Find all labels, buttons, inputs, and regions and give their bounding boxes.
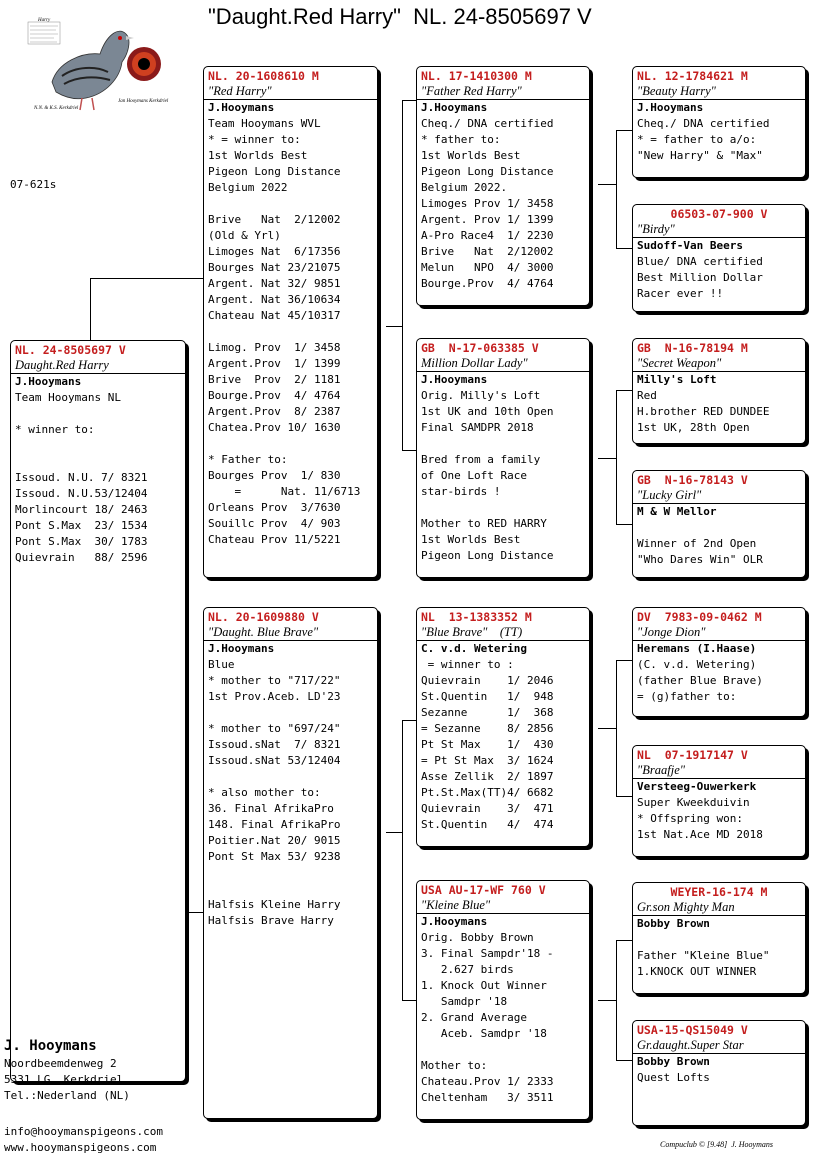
ring-number: USA AU-17-WF 760 V bbox=[421, 883, 546, 897]
info-line: Chateau Prov 11/5221 bbox=[208, 533, 341, 546]
info-line: * father to: bbox=[421, 133, 501, 146]
info-line: Super Kweekduivin bbox=[637, 796, 750, 809]
info-line: Quievrain 1/ 2046 bbox=[421, 674, 554, 687]
pigeon-name: "Birdy" bbox=[633, 222, 805, 238]
logo-caption-owner: Jan Hooymans Kerkdriel bbox=[118, 99, 169, 104]
info-line: = (g)father to: bbox=[637, 690, 737, 703]
pigeon-name: "Red Harry" bbox=[204, 84, 377, 100]
owner-block bbox=[4, 1036, 130, 1104]
ring-number: GB N-16-78194 M bbox=[637, 341, 748, 355]
info-line: Belgium 2022 bbox=[208, 181, 288, 194]
info-line: 2.627 birds bbox=[421, 963, 514, 976]
info-line: Mother to RED HARRY bbox=[421, 517, 547, 530]
info-line: Issoud.sNat 53/12404 bbox=[208, 754, 341, 767]
info-line: Bourge.Prov 4/ 4764 bbox=[421, 277, 554, 290]
info-line: Cheq./ DNA certified bbox=[421, 117, 554, 130]
breeder: Bobby Brown bbox=[637, 1055, 710, 1068]
info-lines bbox=[417, 116, 589, 292]
info-line: 1.KNOCK OUT WINNER bbox=[637, 965, 757, 978]
pigeon-name: "Jonge Dion" bbox=[633, 625, 805, 641]
info-line: Red bbox=[637, 389, 657, 402]
info-line: 1st UK, 28th Open bbox=[637, 421, 750, 434]
breeder: Sudoff-Van Beers bbox=[637, 239, 743, 252]
info-line: Sezanne 1/ 368 bbox=[421, 706, 554, 719]
info-line: H.brother RED DUNDEE bbox=[637, 405, 770, 418]
card-subject bbox=[10, 340, 186, 1082]
info-line: Chateau.Prov 1/ 2333 bbox=[421, 1075, 554, 1088]
info-line: Blue/ DNA certified bbox=[637, 255, 763, 268]
breeder: J.Hooymans bbox=[421, 915, 488, 928]
info-line: Issoud. N.U. 7/ 8321 bbox=[15, 471, 148, 484]
info-lines bbox=[417, 930, 589, 1106]
pedigree-code: 07-621s bbox=[10, 178, 57, 191]
info-line: Argent.Prov 1/ 1399 bbox=[208, 357, 341, 370]
info-line: 2. Grand Average bbox=[421, 1011, 527, 1024]
info-line: Pigeon Long Distance bbox=[421, 549, 554, 562]
pigeon-name: Gr.son Mighty Man bbox=[633, 900, 805, 916]
ring-number: NL. 24-8505697 V bbox=[15, 343, 126, 357]
info-line: = Sezanne 8/ 2856 bbox=[421, 722, 554, 735]
pigeon-name: "Daught. Blue Brave" bbox=[204, 625, 377, 641]
info-line: Halfsis Brave Harry bbox=[208, 914, 334, 927]
info-line: * also mother to: bbox=[208, 786, 321, 799]
info-line: = winner to : bbox=[421, 658, 514, 671]
logo-photo-label: N.N. & K.S. Kerkdriel bbox=[34, 106, 79, 111]
info-line: of One Loft Race bbox=[421, 469, 527, 482]
info-lines bbox=[633, 795, 805, 843]
info-line: Halfsis Kleine Harry bbox=[208, 898, 341, 911]
info-line bbox=[208, 196, 373, 212]
info-line bbox=[421, 500, 585, 516]
info-lines bbox=[204, 116, 377, 548]
info-lines bbox=[633, 657, 805, 705]
ring-number: GB N-16-78143 V bbox=[637, 473, 748, 487]
info-line: 36. Final AfrikaPro bbox=[208, 802, 334, 815]
info-line: Orig. Milly's Loft bbox=[421, 389, 541, 402]
breeder: J.Hooymans bbox=[208, 101, 275, 114]
info-line: * = winner to: bbox=[208, 133, 301, 146]
info-line: 1st Prov.Aceb. LD'23 bbox=[208, 690, 341, 703]
pigeon-name: Daught.Red Harry bbox=[11, 358, 185, 374]
info-lines bbox=[633, 520, 805, 568]
page-title: "Daught.Red Harry" NL. 24-8505697 V bbox=[208, 4, 592, 29]
info-line: Belgium 2022. bbox=[421, 181, 508, 194]
card-ddd bbox=[632, 1020, 806, 1126]
ring-number: WEYER-16-174 M bbox=[670, 885, 768, 899]
pigeon-name: "Beauty Harry" bbox=[633, 84, 805, 100]
info-line: Limog. Prov 1/ 3458 bbox=[208, 341, 341, 354]
breeder: M & W Mellor bbox=[637, 505, 717, 518]
info-line: Poitier.Nat 20/ 9015 bbox=[208, 834, 341, 847]
info-line: Aceb. Samdpr '18 bbox=[421, 1027, 547, 1040]
info-line: Argent.Prov 8/ 2387 bbox=[208, 405, 341, 418]
info-lines bbox=[417, 388, 589, 564]
info-line: Brive Nat 2/12002 bbox=[421, 245, 554, 258]
card-sire bbox=[203, 66, 378, 578]
breeder: Versteeg-Ouwerkerk bbox=[637, 780, 757, 793]
info-line bbox=[15, 438, 181, 454]
info-line: Argent. Prov 1/ 1399 bbox=[421, 213, 554, 226]
card-dsd bbox=[632, 745, 806, 857]
info-line: * Father to: bbox=[208, 453, 288, 466]
eye-icon bbox=[127, 47, 161, 81]
address-line: Tel.:Nederland (NL) bbox=[4, 1089, 130, 1102]
ring-number: NL. 17-1410300 M bbox=[421, 69, 532, 83]
info-line: Quest Lofts bbox=[637, 1071, 710, 1084]
info-line: Chatea.Prov 10/ 1630 bbox=[208, 421, 341, 434]
card-sss bbox=[632, 66, 806, 178]
pigeon-name: "Lucky Girl" bbox=[633, 488, 805, 504]
info-line bbox=[15, 454, 181, 470]
info-line: Brive Nat 2/12002 bbox=[208, 213, 341, 226]
info-line: = Nat. 11/6713 bbox=[208, 485, 361, 498]
info-line: Winner of 2nd Open bbox=[637, 537, 757, 550]
card-sdd bbox=[632, 470, 806, 578]
info-line: 1. Knock Out Winner bbox=[421, 979, 547, 992]
info-line: Pont S.Max 23/ 1534 bbox=[15, 519, 148, 532]
info-line bbox=[208, 881, 373, 897]
info-line: Best Million Dollar bbox=[637, 271, 763, 284]
info-line: Argent. Nat 36/10634 bbox=[208, 293, 341, 306]
ring-number: NL 07-1917147 V bbox=[637, 748, 748, 762]
address-line: 5331 LG Kerkdriel bbox=[4, 1073, 124, 1086]
breeder: J.Hooymans bbox=[208, 642, 275, 655]
breeder: C. v.d. Wetering bbox=[421, 642, 527, 655]
pigeon-name: Gr.daught.Super Star bbox=[633, 1038, 805, 1054]
info-line: "Who Dares Win" OLR bbox=[637, 553, 763, 566]
info-line: Issoud. N.U.53/12404 bbox=[15, 487, 148, 500]
ring-number: DV 7983-09-0462 M bbox=[637, 610, 762, 624]
info-line: Asse Zellik 2/ 1897 bbox=[421, 770, 554, 783]
info-line: Racer ever !! bbox=[637, 287, 724, 300]
breeder: Heremans (I.Haase) bbox=[637, 642, 757, 655]
info-line: Issoud.sNat 7/ 8321 bbox=[208, 738, 341, 751]
info-line: * winner to: bbox=[15, 423, 95, 436]
info-line: "New Harry" & "Max" bbox=[637, 149, 763, 162]
info-line bbox=[421, 1042, 585, 1058]
ring-number: 06503-07-900 V bbox=[670, 207, 768, 221]
info-line: Pont St Max 53/ 9238 bbox=[208, 850, 341, 863]
info-lines bbox=[633, 116, 805, 164]
info-line: * Offspring won: bbox=[637, 812, 743, 825]
info-line: Limoges Prov 1/ 3458 bbox=[421, 197, 554, 210]
ring-number: USA-15-QS15049 V bbox=[637, 1023, 748, 1037]
info-line: = Pt St Max 3/ 1624 bbox=[421, 754, 554, 767]
card-dam bbox=[203, 607, 378, 1119]
contact-block bbox=[4, 1124, 163, 1156]
info-lines bbox=[417, 657, 589, 833]
info-line: Cheltenham 3/ 3511 bbox=[421, 1091, 554, 1104]
info-line: Bourges Prov 1/ 830 bbox=[208, 469, 341, 482]
info-line: (Old & Yrl) bbox=[208, 229, 281, 242]
info-lines bbox=[11, 390, 185, 566]
info-line bbox=[421, 436, 585, 452]
breeder: J.Hooymans bbox=[421, 373, 488, 386]
info-line: Quievrain 88/ 2596 bbox=[15, 551, 148, 564]
ring-number: NL. 20-1608610 M bbox=[208, 69, 319, 83]
card-dam-dam bbox=[416, 880, 590, 1120]
pedigree-mini-icon bbox=[28, 22, 60, 44]
info-line: (C. v.d. Wetering) bbox=[637, 658, 757, 671]
info-line: St.Quentin 1/ 948 bbox=[421, 690, 554, 703]
ring-number: NL 13-1383352 M bbox=[421, 610, 532, 624]
owner-name: J. Hooymans bbox=[4, 1038, 97, 1054]
pigeon-name: "Blue Brave" (TT) bbox=[417, 625, 589, 641]
info-line: (father Blue Brave) bbox=[637, 674, 763, 687]
info-line: Brive Prov 2/ 1181 bbox=[208, 373, 341, 386]
info-line: 1st Worlds Best bbox=[421, 533, 521, 546]
info-line: Samdpr '18 bbox=[421, 995, 508, 1008]
info-line bbox=[208, 436, 373, 452]
card-dss bbox=[632, 607, 806, 717]
info-line: Melun NPO 4/ 3000 bbox=[421, 261, 554, 274]
info-line: Bourge.Prov 4/ 4764 bbox=[208, 389, 341, 402]
info-line bbox=[208, 769, 373, 785]
info-line: Chateau Nat 45/10317 bbox=[208, 309, 341, 322]
info-line: Souillc Prov 4/ 903 bbox=[208, 517, 341, 530]
ring-number: NL. 12-1784621 M bbox=[637, 69, 748, 83]
info-line: Pigeon Long Distance bbox=[421, 165, 554, 178]
footer-credit: Compuclub © [9.48] J. Hooymans bbox=[660, 1140, 773, 1149]
info-lines bbox=[633, 932, 805, 980]
info-line: 148. Final AfrikaPro bbox=[208, 818, 341, 831]
info-line: Bourges Nat 23/21075 bbox=[208, 261, 341, 274]
breeder: Bobby Brown bbox=[637, 917, 710, 930]
info-line bbox=[208, 324, 373, 340]
info-lines bbox=[633, 1070, 805, 1086]
info-line bbox=[15, 406, 181, 422]
pigeon-name: Million Dollar Lady" bbox=[417, 356, 589, 372]
card-sire-dam bbox=[416, 338, 590, 578]
info-line: Mother to: bbox=[421, 1059, 488, 1072]
info-line: Orig. Bobby Brown bbox=[421, 931, 534, 944]
card-sds bbox=[632, 338, 806, 444]
info-line: Morlincourt 18/ 2463 bbox=[15, 503, 148, 516]
email-link[interactable]: info@hooymanspigeons.com bbox=[4, 1125, 163, 1138]
breeder: Milly's Loft bbox=[637, 373, 717, 386]
info-line: * mother to "717/22" bbox=[208, 674, 341, 687]
pigeon-name: "Braafje" bbox=[633, 763, 805, 779]
breeder: J.Hooymans bbox=[637, 101, 704, 114]
breeder: J.Hooymans bbox=[15, 375, 82, 388]
info-line: Pont S.Max 30/ 1783 bbox=[15, 535, 148, 548]
card-ssd bbox=[632, 204, 806, 312]
info-line bbox=[637, 520, 801, 536]
pigeon-name: "Kleine Blue" bbox=[417, 898, 589, 914]
info-line: 1st Nat.Ace MD 2018 bbox=[637, 828, 763, 841]
info-line: Pt St Max 1/ 430 bbox=[421, 738, 554, 751]
info-line: Orleans Prov 3/7630 bbox=[208, 501, 341, 514]
info-line: 1st Worlds Best bbox=[208, 149, 308, 162]
info-lines bbox=[633, 254, 805, 302]
info-line: St.Quentin 4/ 474 bbox=[421, 818, 554, 831]
card-sire-sire bbox=[416, 66, 590, 306]
ring-number: NL. 20-1609880 V bbox=[208, 610, 319, 624]
info-lines bbox=[204, 657, 377, 929]
ring-number: GB N-17-063385 V bbox=[421, 341, 539, 355]
info-line: 1st UK and 10th Open bbox=[421, 405, 554, 418]
info-line: Team Hooymans WVL bbox=[208, 117, 321, 130]
website-link[interactable]: www.hooymanspigeons.com bbox=[4, 1141, 157, 1154]
info-line: Argent. Nat 32/ 9851 bbox=[208, 277, 341, 290]
breeder: J.Hooymans bbox=[421, 101, 488, 114]
info-lines bbox=[633, 388, 805, 436]
info-line: Final SAMDPR 2018 bbox=[421, 421, 534, 434]
info-line: Blue bbox=[208, 658, 235, 671]
info-line: 1st Worlds Best bbox=[421, 149, 521, 162]
info-line bbox=[637, 932, 801, 948]
logo-caption-harry: Harry bbox=[38, 18, 51, 23]
info-line: Pt.St.Max(TT)4/ 6682 bbox=[421, 786, 554, 799]
info-line: 3. Final Sampdr'18 - bbox=[421, 947, 554, 960]
info-line: Bred from a family bbox=[421, 453, 541, 466]
info-line: Cheq./ DNA certified bbox=[637, 117, 770, 130]
pigeon-name: "Secret Weapon" bbox=[633, 356, 805, 372]
pigeon-logo bbox=[22, 14, 172, 126]
card-dds bbox=[632, 882, 806, 994]
info-line bbox=[208, 865, 373, 881]
info-line: Pigeon Long Distance bbox=[208, 165, 341, 178]
address-line: Noordbeemdenweg 2 bbox=[4, 1057, 117, 1070]
card-dam-sire bbox=[416, 607, 590, 847]
info-line: Father "Kleine Blue" bbox=[637, 949, 770, 962]
info-line: Quievrain 3/ 471 bbox=[421, 802, 554, 815]
info-line: * = father to a/o: bbox=[637, 133, 757, 146]
info-line: star-birds ! bbox=[421, 485, 501, 498]
info-line: A-Pro Race4 1/ 2230 bbox=[421, 229, 554, 242]
pigeon-name: "Father Red Harry" bbox=[417, 84, 589, 100]
info-line bbox=[208, 705, 373, 721]
info-line: * mother to "697/24" bbox=[208, 722, 341, 735]
info-line: Team Hooymans NL bbox=[15, 391, 121, 404]
info-line: Limoges Nat 6/17356 bbox=[208, 245, 341, 258]
